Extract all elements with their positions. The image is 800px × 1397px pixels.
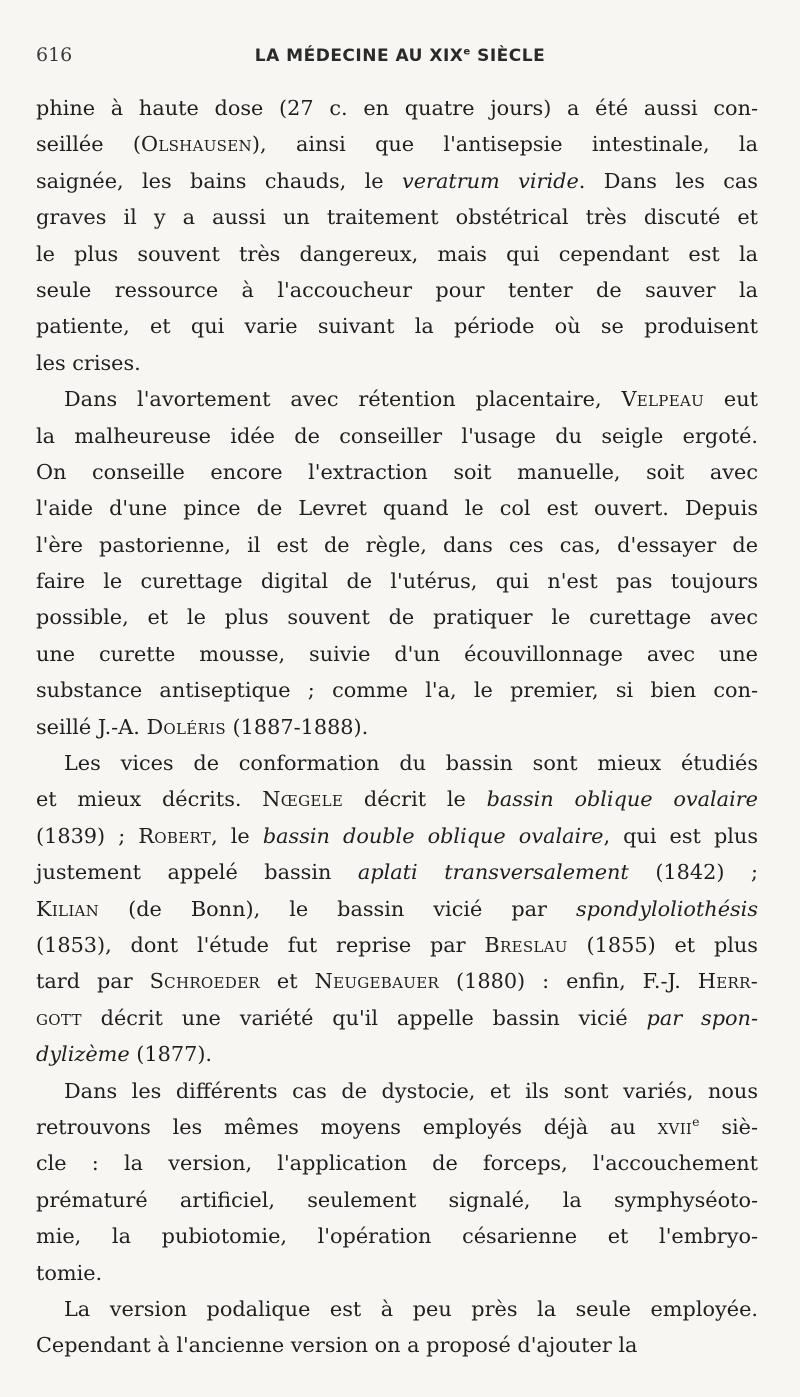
- author-name: Doléris: [146, 714, 226, 739]
- text-line: [36, 563, 758, 599]
- text-segment: (1842) ;: [628, 860, 758, 885]
- text-segment: seillée (: [36, 132, 141, 157]
- text-segment: . Dans les cas: [578, 168, 758, 193]
- text-segment: cle : la version, l'application de forceps, l'accouchement: [36, 1151, 758, 1176]
- text-line: [36, 90, 758, 126]
- text-segment: (1839) ;: [36, 823, 139, 848]
- text-segment: prématuré artificiel, seulement signalé, la symphyséoto-: [36, 1187, 758, 1212]
- running-title-text-end: SIÈCLE: [470, 46, 546, 66]
- text-line: [36, 1000, 758, 1036]
- running-title-text: LA MÉDECINE AU XIX: [254, 46, 464, 66]
- text-line: [36, 1255, 758, 1291]
- text-segment: retrouvons les mêmes moyens employés déjà au: [36, 1114, 658, 1139]
- text-line: [36, 927, 758, 963]
- text-segment: possible, et le plus souvent de pratiquer le curettage avec: [36, 605, 758, 630]
- text-line: [36, 454, 758, 490]
- text-segment: (1887-1888).: [225, 714, 369, 739]
- text-segment: et: [259, 969, 315, 994]
- author-name: Breslau: [484, 932, 568, 957]
- author-name: Kilian: [36, 896, 100, 921]
- text-line: [36, 1291, 758, 1327]
- text-segment: saignée, les bains chauds, le: [36, 168, 402, 193]
- running-title: [36, 46, 764, 66]
- text-segment: , le: [211, 823, 263, 848]
- text-segment: mie, la pubiotomie, l'opération césarienne et l'embryo-: [36, 1224, 758, 1249]
- text-segment: (1880) : enfin, F.-J.: [439, 969, 698, 994]
- text-line: [36, 236, 758, 272]
- text-segment: tomie.: [36, 1260, 103, 1285]
- text-segment: faire le curettage digital de l'utérus, qui n'est pas toujours: [36, 569, 758, 594]
- text-line: [36, 1073, 758, 1109]
- text-segment: l'ère pastorienne, il est de règle, dans ces cas, d'essayer de: [36, 532, 758, 557]
- text-segment: (1853), dont l'étude fut reprise par: [36, 932, 485, 957]
- author-name: Robert: [138, 823, 212, 848]
- text-line: [36, 1218, 758, 1254]
- text-line: [36, 272, 758, 308]
- text-segment: décrit une variété qu'il appelle bassin vicié: [81, 1005, 647, 1030]
- text-segment: seule ressource à l'accoucheur pour tenter de sauver la: [36, 277, 758, 302]
- text-line: [36, 963, 758, 999]
- text-segment: Les vices de conformation du bassin sont mieux étudiés: [64, 751, 758, 776]
- text-segment: Dans l'avortement avec rétention placentaire,: [64, 387, 622, 412]
- text-segment: décrit le: [343, 787, 487, 812]
- text-segment: tard par: [36, 969, 150, 994]
- paragraph: [36, 381, 758, 745]
- text-segment: l'aide d'une pince de Levret quand le col est ouvert. Depuis: [36, 496, 758, 521]
- italic-term: aplati transversalement: [357, 860, 629, 885]
- paragraph: [36, 745, 758, 1073]
- text-line: [36, 527, 758, 563]
- author-name: Velpeau: [621, 387, 705, 412]
- text-segment: Cependant à l'ancienne version on a proposé d'ajouter la: [36, 1333, 638, 1358]
- text-segment: (1855) et plus: [567, 932, 758, 957]
- text-line: [36, 1182, 758, 1218]
- page-number: 616: [36, 44, 73, 66]
- text-line: [36, 1036, 758, 1072]
- text-segment: siè-: [699, 1114, 758, 1139]
- paragraph: [36, 1073, 758, 1291]
- text-segment: (de Bonn), le bassin vicié par: [99, 896, 576, 921]
- italic-term: bassin double oblique ovalaire: [262, 823, 604, 848]
- text-segment: graves il y a aussi un traitement obstétrical très discuté et: [36, 205, 758, 230]
- text-line: [36, 1327, 758, 1363]
- text-line: [36, 818, 758, 854]
- text-line: [36, 1145, 758, 1181]
- page-header: [36, 38, 764, 78]
- text-line: [36, 345, 758, 381]
- text-segment: ), ainsi que l'antisepsie intestinale, la: [251, 132, 758, 157]
- author-name: gott: [36, 1005, 82, 1030]
- author-name: Herr-: [697, 969, 759, 994]
- text-line: [36, 126, 758, 162]
- text-line: [36, 672, 758, 708]
- text-segment: Dans les différents cas de dystocie, et ils sont variés, nous: [64, 1078, 758, 1103]
- text-segment: (1877).: [129, 1042, 213, 1067]
- text-segment: et mieux décrits.: [36, 787, 263, 812]
- text-segment: , qui est plus: [603, 823, 759, 848]
- text-line: [36, 636, 758, 672]
- text-segment: On conseille encore l'extraction soit manuelle, soit avec: [36, 459, 758, 484]
- author-name: xvii: [657, 1114, 693, 1139]
- italic-term: dylizème: [36, 1042, 130, 1067]
- text-line: [36, 381, 758, 417]
- paragraph: [36, 90, 758, 381]
- body-text: [36, 90, 758, 1364]
- text-line: [36, 709, 758, 745]
- paragraph: [36, 1291, 758, 1364]
- text-segment: le plus souvent très dangereux, mais qui cependant est la: [36, 241, 758, 266]
- text-segment: une curette mousse, suivie d'un écouvillonnage avec une: [36, 641, 758, 666]
- text-segment: les crises.: [36, 350, 141, 375]
- text-line: [36, 745, 758, 781]
- text-segment: seillé J.-A.: [36, 714, 147, 739]
- text-segment: la malheureuse idée de conseiller l'usage du seigle ergoté.: [36, 423, 758, 448]
- author-name: Schroeder: [149, 969, 260, 994]
- text-line: [36, 599, 758, 635]
- superscript: e: [692, 1114, 700, 1130]
- text-line: [36, 418, 758, 454]
- text-line: [36, 308, 758, 344]
- italic-term: spondyloliothésis: [575, 896, 758, 921]
- author-name: Olshausen: [141, 132, 252, 157]
- text-line: [36, 891, 758, 927]
- text-line: [36, 199, 758, 235]
- text-segment: eut: [704, 387, 758, 412]
- text-line: [36, 854, 758, 890]
- italic-term: veratrum viride: [401, 168, 579, 193]
- author-name: Nœgele: [262, 787, 344, 812]
- text-line: [36, 490, 758, 526]
- text-segment: justement appelé bassin: [36, 860, 358, 885]
- text-line: [36, 1109, 758, 1145]
- text-segment: patiente, et qui varie suivant la période où se produisent: [36, 314, 758, 339]
- italic-term: bassin oblique ovalaire: [486, 787, 758, 812]
- italic-term: par spon-: [646, 1005, 758, 1030]
- text-segment: La version podalique est à peu près la seule employée.: [64, 1296, 758, 1321]
- author-name: Neugebauer: [314, 969, 440, 994]
- text-segment: substance antiseptique ; comme l'a, le premier, si bien con-: [36, 678, 758, 703]
- text-segment: phine à haute dose (27 c. en quatre jours) a été aussi con-: [36, 96, 758, 120]
- text-line: [36, 781, 758, 817]
- text-line: [36, 163, 758, 199]
- running-title-superscript: e: [463, 46, 471, 58]
